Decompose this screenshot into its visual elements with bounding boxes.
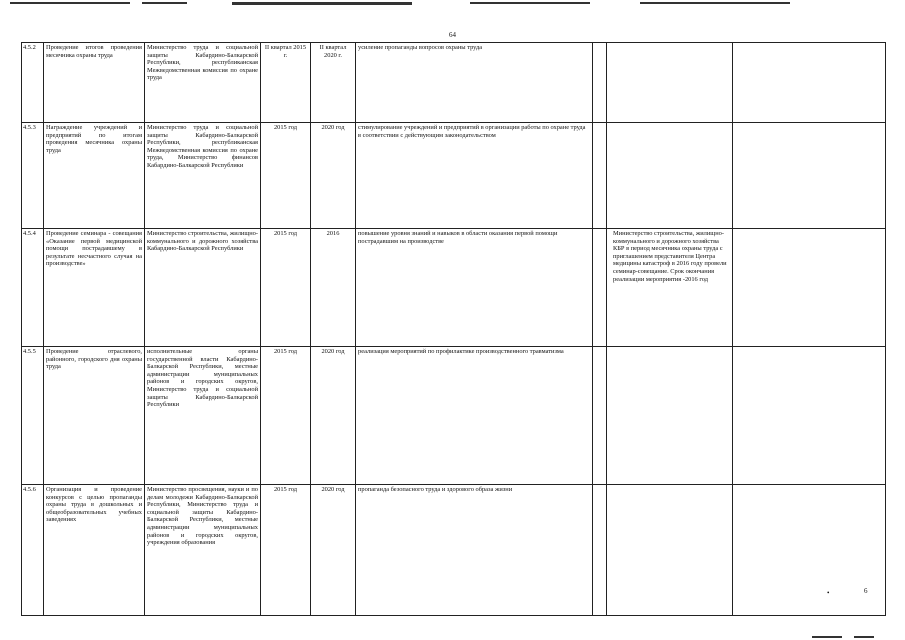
execution-note bbox=[607, 123, 733, 229]
measure-title: Проведение итогов проведения месячника охраны труда bbox=[44, 43, 145, 123]
start-date: 2015 год bbox=[261, 347, 311, 485]
end-date: 2016 bbox=[311, 229, 356, 347]
empty-cell bbox=[733, 43, 886, 123]
expected-result: пропаганда безопасного труда и здорового образа жизни bbox=[356, 485, 593, 616]
empty-cell bbox=[733, 123, 886, 229]
responsible-executor: Министерство строительства, жилищно-коммунального и дорожного хозяйства Кабардино-Балкарской Республики bbox=[145, 229, 261, 347]
scan-artifact-line bbox=[142, 2, 187, 4]
scan-artifact-line bbox=[812, 636, 842, 638]
end-date: 2020 год bbox=[311, 123, 356, 229]
measure-title: Организация и проведение конкурсов с целью пропаганды охраны труда в дошкольных и общеобразовательных учебных заведениях bbox=[44, 485, 145, 616]
expected-result: реализация мероприятий по профилактике производственного травматизма bbox=[356, 347, 593, 485]
page-number: 64 bbox=[449, 31, 456, 39]
start-date: II квартал 2015 г. bbox=[261, 43, 311, 123]
scan-artifact-line bbox=[470, 2, 590, 4]
measure-title: Проведение семинара - совещания «Оказание первой медицинской помощи пострадавшему в результате несчастного случая на производстве» bbox=[44, 229, 145, 347]
end-date: II квартал 2020 г. bbox=[311, 43, 356, 123]
scan-artifact-line bbox=[640, 2, 790, 4]
row-number: 4.5.4 bbox=[22, 229, 44, 347]
responsible-executor: исполнительные органы государственной власти Кабардино-Балкарской Республики, местные администрации муниципальных районов и городских округов, Министерство труда и социальной защиты Кабардино-Балкарской Республики bbox=[145, 347, 261, 485]
empty-cell bbox=[593, 123, 607, 229]
table-row bbox=[22, 485, 886, 616]
table-row bbox=[22, 229, 886, 347]
empty-cell bbox=[593, 485, 607, 616]
table-row bbox=[22, 123, 886, 229]
empty-cell bbox=[593, 347, 607, 485]
responsible-executor: Министерство труда и социальной защиты Кабардино-Балкарской Республики, республиканская Межведомственная комиссия по охране труда bbox=[145, 43, 261, 123]
table-row bbox=[22, 43, 886, 123]
expected-result: усиление пропаганды вопросов охраны труда bbox=[356, 43, 593, 123]
row-number: 4.5.2 bbox=[22, 43, 44, 123]
row-number: 4.5.6 bbox=[22, 485, 44, 616]
start-date: 2015 год bbox=[261, 485, 311, 616]
measure-title: Награждение учреждений и предприятий по итогам проведения месячника охраны труда bbox=[44, 123, 145, 229]
end-date: 2020 год bbox=[311, 347, 356, 485]
row-number: 4.5.5 bbox=[22, 347, 44, 485]
execution-note: Министерство строительства, жилищно-коммунального и дорожного хозяйства КБР в период месячника охраны труда с приглашением представителя Центра медицины катастроф в 2016 году провели семинар-совещание. Срок окончания реализации мероприятия -2016 год bbox=[607, 229, 733, 347]
scan-artifact-line bbox=[232, 2, 412, 5]
margin-mark: 6 bbox=[864, 587, 868, 595]
start-date: 2015 год bbox=[261, 229, 311, 347]
start-date: 2015 год bbox=[261, 123, 311, 229]
execution-note bbox=[607, 347, 733, 485]
table-row bbox=[22, 347, 886, 485]
margin-mark: • bbox=[827, 589, 830, 597]
scan-artifact-line bbox=[854, 636, 874, 638]
empty-cell bbox=[733, 347, 886, 485]
responsible-executor: Министерство просвещения, науки и по делам молодежи Кабардино-Балкарской Республики, Министерство труда и социальной защиты Кабардино-Балкарской Республики, местные администрации муниципальных районов и городских округов, учреждения образования bbox=[145, 485, 261, 616]
expected-result: повышение уровня знаний и навыков в области оказания первой помощи пострадавшим на производстве bbox=[356, 229, 593, 347]
empty-cell bbox=[733, 229, 886, 347]
expected-result: стимулирование учреждений и предприятий в организации работы по охране труда в соответствии с действующим законодательством bbox=[356, 123, 593, 229]
scan-artifact-line bbox=[10, 2, 130, 4]
empty-cell bbox=[593, 229, 607, 347]
responsible-executor: Министерство труда и социальной защиты Кабардино-Балкарской Республики, республиканская Межведомственная комиссия по охране труда, Министерство финансов Кабардино-Балкарской Республики bbox=[145, 123, 261, 229]
end-date: 2020 год bbox=[311, 485, 356, 616]
row-number: 4.5.3 bbox=[22, 123, 44, 229]
empty-cell bbox=[733, 485, 886, 616]
execution-note bbox=[607, 43, 733, 123]
execution-note bbox=[607, 485, 733, 616]
empty-cell bbox=[593, 43, 607, 123]
measure-title: Проведение отраслевого, районного, городского дня охраны труда bbox=[44, 347, 145, 485]
measures-table bbox=[21, 42, 886, 616]
